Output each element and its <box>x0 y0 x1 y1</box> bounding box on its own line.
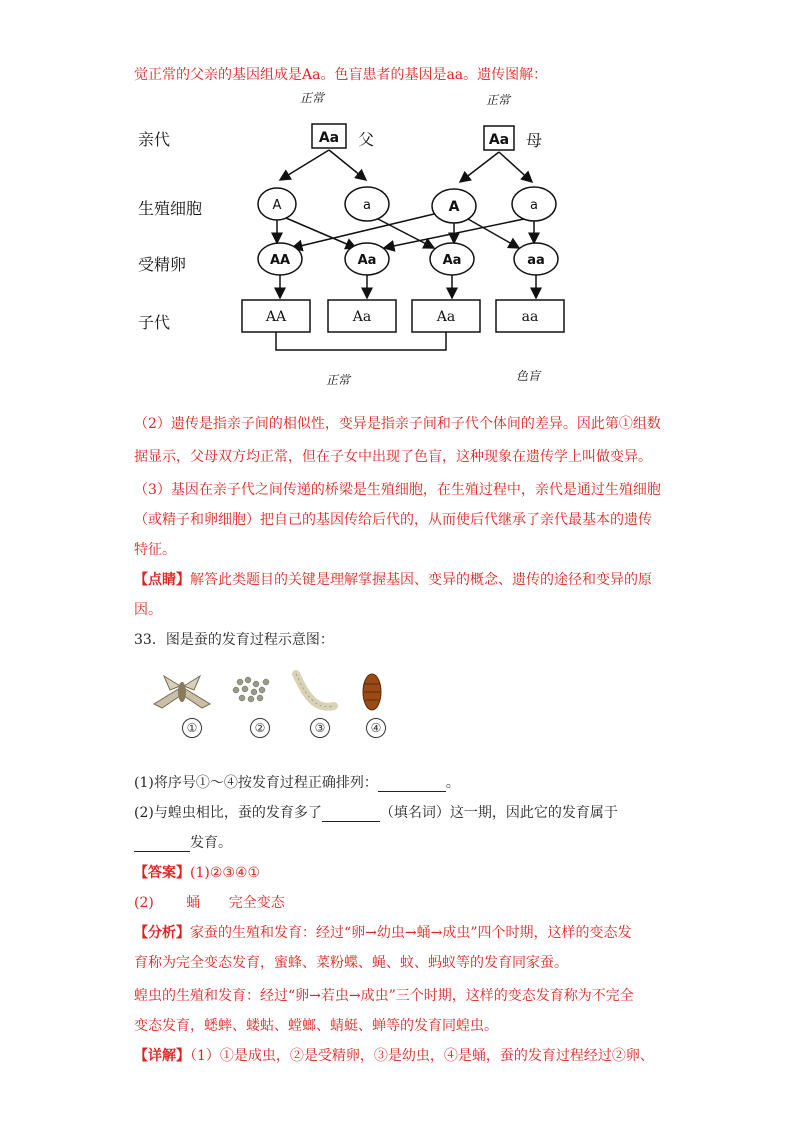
q1-blank <box>378 791 446 792</box>
dianjing-line-2: 因。 <box>134 602 162 618</box>
stage-number-4: ④ <box>366 718 386 738</box>
gamete-text-4: a <box>530 198 538 213</box>
bottom-colorblind-label: 色盲 <box>516 369 541 383</box>
zygote-text-2: Aa <box>357 253 377 268</box>
dianjing-text: 解答此类题目的关键是理解掌握基因、变异的概念、遗传的途径和变异的原 <box>190 572 652 588</box>
gamete-text-3: A <box>448 199 460 215</box>
row-label-parent: 亲代 <box>138 130 171 149</box>
row-label-zygote: 受精卵 <box>138 255 187 274</box>
stage-number-2: ② <box>250 718 270 738</box>
pupa-icon <box>363 674 381 710</box>
larva-icon <box>296 674 334 707</box>
top-left-normal-label: 正常 <box>300 91 325 105</box>
analysis-text-1: 家蚕的生殖和发育：经过“卵→幼虫→蛹→成虫”四个时期，这样的变态发 <box>190 925 632 941</box>
top-right-normal-label: 正常 <box>486 93 511 107</box>
detail-text: （1）①是成虫，②是受精卵，③是幼虫，④是蛹，蚕的发育过程经过②卵、 <box>190 1048 654 1064</box>
silkworm-stages-figure <box>150 668 390 716</box>
answer-line-2 <box>134 892 285 912</box>
question-part-1 <box>134 772 460 792</box>
locust-line-1: 蝗虫的生殖和发育：经过“卵→若虫→成虫”三个时期，这样的变态发育称为不完全 <box>134 988 634 1004</box>
para-2-line-2: 据显示，父母双方均正常，但在子女中出现了色盲，这种现象在遗传学上叫做变异。 <box>134 449 652 465</box>
father-genotype: Aa <box>318 130 340 146</box>
zygote-text-3: Aa <box>442 253 462 268</box>
intro-line: 觉正常的父亲的基因组成是Aa。色盲患者的基因是aa。遗传图解： <box>134 67 548 83</box>
answer-tag: 【答案】 <box>134 865 190 881</box>
row-label-gamete: 生殖细胞 <box>138 199 203 218</box>
gamete-text-1: A <box>272 198 282 213</box>
q1-suffix: 。 <box>445 775 460 791</box>
offspring-text-1: AA <box>265 309 287 325</box>
para-3-line-2: （或精子和卵细胞）把自己的基因传给后代的，从而使后代继承了亲代最基本的遗传 <box>134 512 652 528</box>
q2-prefix: (2)与蝗虫相比，蚕的发育多了 <box>134 805 322 821</box>
zygote-text-4: aa <box>527 253 545 268</box>
q2-blank-1 <box>322 821 380 822</box>
dianjing-tag: 【点睛】 <box>134 572 190 588</box>
bottom-normal-label: 正常 <box>326 373 351 387</box>
normal-bracket <box>276 332 446 350</box>
zygote-text-1: AA <box>269 253 291 268</box>
detail-tag: 【详解】 <box>134 1048 190 1064</box>
eggs-icon <box>233 677 269 702</box>
moth-icon <box>154 676 210 708</box>
para-3-line-1: （3）基因在亲子代之间传递的桥梁是生殖细胞，在生殖过程中，亲代是通过生殖细胞 <box>134 482 661 498</box>
mother-genotype: Aa <box>488 132 510 148</box>
q1-prefix: (1)将序号①～④按发育过程正确排列： <box>134 775 378 791</box>
para-2-line-1: （2）遗传是指亲子间的相似性，变异是指亲子间和子代个体间的差异。因此第①组数 <box>134 416 661 432</box>
detail-line-1 <box>134 1045 654 1065</box>
stage-number-3: ③ <box>310 718 330 738</box>
answer-2-number: (2) <box>134 895 154 911</box>
father-label: 父 <box>358 130 375 149</box>
inheritance-diagram <box>134 88 574 394</box>
dianjing-line-1 <box>134 569 652 589</box>
analysis-line-2: 育称为完全变态发育，蜜蜂、菜粉蝶、蝇、蚊、蚂蚁等的发育同家蚕。 <box>134 955 568 971</box>
analysis-tag: 【分析】 <box>134 925 190 941</box>
stage-number-1: ① <box>182 718 202 738</box>
answer-2-a: 蛹 <box>186 895 201 911</box>
question-33: 33．图是蚕的发育过程示意图： <box>134 632 334 648</box>
para-3-line-3: 特征。 <box>134 542 176 558</box>
offspring-text-2: Aa <box>352 309 372 325</box>
answer-1: (1)②③④① <box>190 865 261 881</box>
answer-2-b: 完全变态 <box>228 895 285 911</box>
question-part-2-cont <box>134 832 232 852</box>
mother-label: 母 <box>526 131 543 150</box>
offspring-text-4: aa <box>521 309 539 325</box>
answer-line-1 <box>134 862 260 882</box>
locust-line-2: 变态发育，蟋蟀、蝼蛄、螳螂、蜻蜓、蝉等的发育同蝗虫。 <box>134 1018 498 1034</box>
q2-blank-2 <box>134 851 190 852</box>
row-label-offspring: 子代 <box>138 313 171 332</box>
q2-middle: （填名词）这一期，因此它的发育属于 <box>379 805 618 821</box>
offspring-text-3: Aa <box>436 309 456 325</box>
gamete-text-2: a <box>363 198 371 213</box>
analysis-line-1 <box>134 922 632 942</box>
question-part-2 <box>134 802 618 822</box>
q2-suffix: 发育。 <box>190 835 232 851</box>
